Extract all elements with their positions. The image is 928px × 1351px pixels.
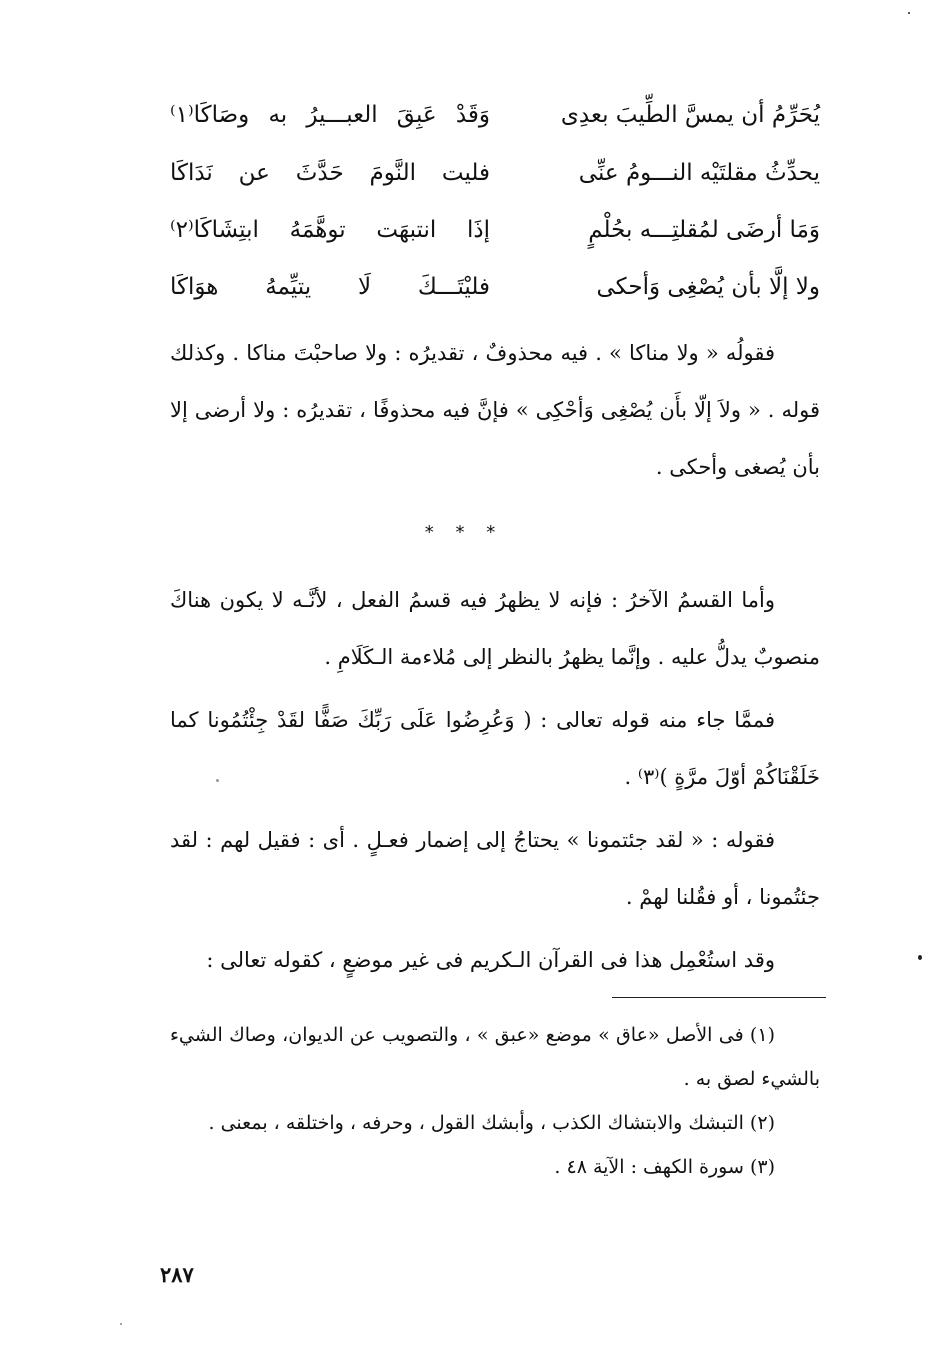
verse-first-hemistich: وَمَا أرضَى لمُقلتِـــه بحُلْمٍ	[588, 217, 820, 243]
footnote: (٣) سورة الكهف : الآية ٤٨ .	[554, 1156, 775, 1178]
verse-second-hemistich: فليت النَّومَ حَدَّثَ عن نَدَاكَا	[170, 160, 490, 186]
verse-first-hemistich: ولا إلَّا بأن يُصْغِى وَأحكى	[596, 274, 820, 300]
paragraph: فقولُه « ولا مناكا » . فيه محذوفٌ ، تقديرُه : ولا صاحبْتَ مناكا . وكذلك قوله . « ولاَ إلّا بأَن يُصْغِى وَأحْكِى » فإنَّ فيه محذوفًا ، تقديرُه : ولا أرضى إلا بأن يُصغى وأحكى .	[170, 341, 820, 479]
verse-first-hemistich: يحدِّثُ مقلتَيْه النـــومُ عنِّى	[578, 160, 820, 186]
footnotes	[170, 1013, 820, 1189]
commentary-block	[170, 325, 820, 496]
poem-verse	[170, 148, 820, 198]
scan-speck	[918, 955, 922, 960]
verse-second-hemistich: إذَا انتبهَت توهَّمَهُ ابتِشَاكَا⁽٢⁾	[170, 217, 490, 243]
scan-speck	[120, 1323, 122, 1325]
verse-second-hemistich: وَقَدْ عَبِقَ العبـــيرُ به وصَاكَا⁽١⁾	[170, 102, 490, 128]
poem-verse	[170, 90, 820, 140]
paragraph: وأما القسمُ الآخرُ : فإنه لا يظهرُ فيه قسمُ الفعل ، لأنَّـه لا يكون هناكَ منصوبٌ يدلُّ عليه . وإنَّما يظهرُ بالنظر إلى مُلاءمة الـكَلَامِ .	[170, 588, 820, 669]
footnote-divider	[612, 997, 826, 998]
page-number: ٢٨٧	[160, 1262, 194, 1287]
scan-speck	[216, 779, 219, 782]
scan-speck	[908, 12, 910, 14]
poem-verse	[170, 205, 820, 255]
verse-second-hemistich: فليْتَـــكَ لَا يتيِّمهُ هوَاكَا	[170, 274, 490, 300]
footnote: (١) فى الأصل «عاق » موضع «عبق » ، والتصويب عن الديوان، وصاك الشيء بالشيء لصق به .	[170, 1024, 820, 1090]
footnote: (٢) التبشك والابتشاك الكذب ، وأبشك القول ، وحرفه ، واختلقه ، بمعنى .	[208, 1112, 775, 1134]
verse-first-hemistich: يُحَرِّمُ أن يمسَّ الطِّيبَ بعدِى	[560, 102, 820, 128]
section-separator: * * *	[424, 522, 504, 543]
paragraph: وقد استُعْمِل هذا فى القرآن الـكريم فى غير موضعٍ ، كقوله تعالى :	[206, 948, 775, 972]
poem-verse	[170, 262, 820, 312]
paragraph: فممَّا جاء منه قوله تعالى : ( وَعُرِضُوا عَلَى رَبِّكَ صَفًّا لقَدْ جِئْتُمُونا كما خَلَقْنَاكُمْ أوّلَ مرَّةٍ )⁽٣⁾ .	[170, 708, 820, 789]
body-text	[170, 572, 820, 989]
paragraph: فقوله : « لقد جئتمونا » يحتاجُ إلى إضمار فعـلٍ . أى : فقيل لهم : لقد جئتُمونا ، أو فقُلنا لهمْ .	[170, 828, 820, 909]
